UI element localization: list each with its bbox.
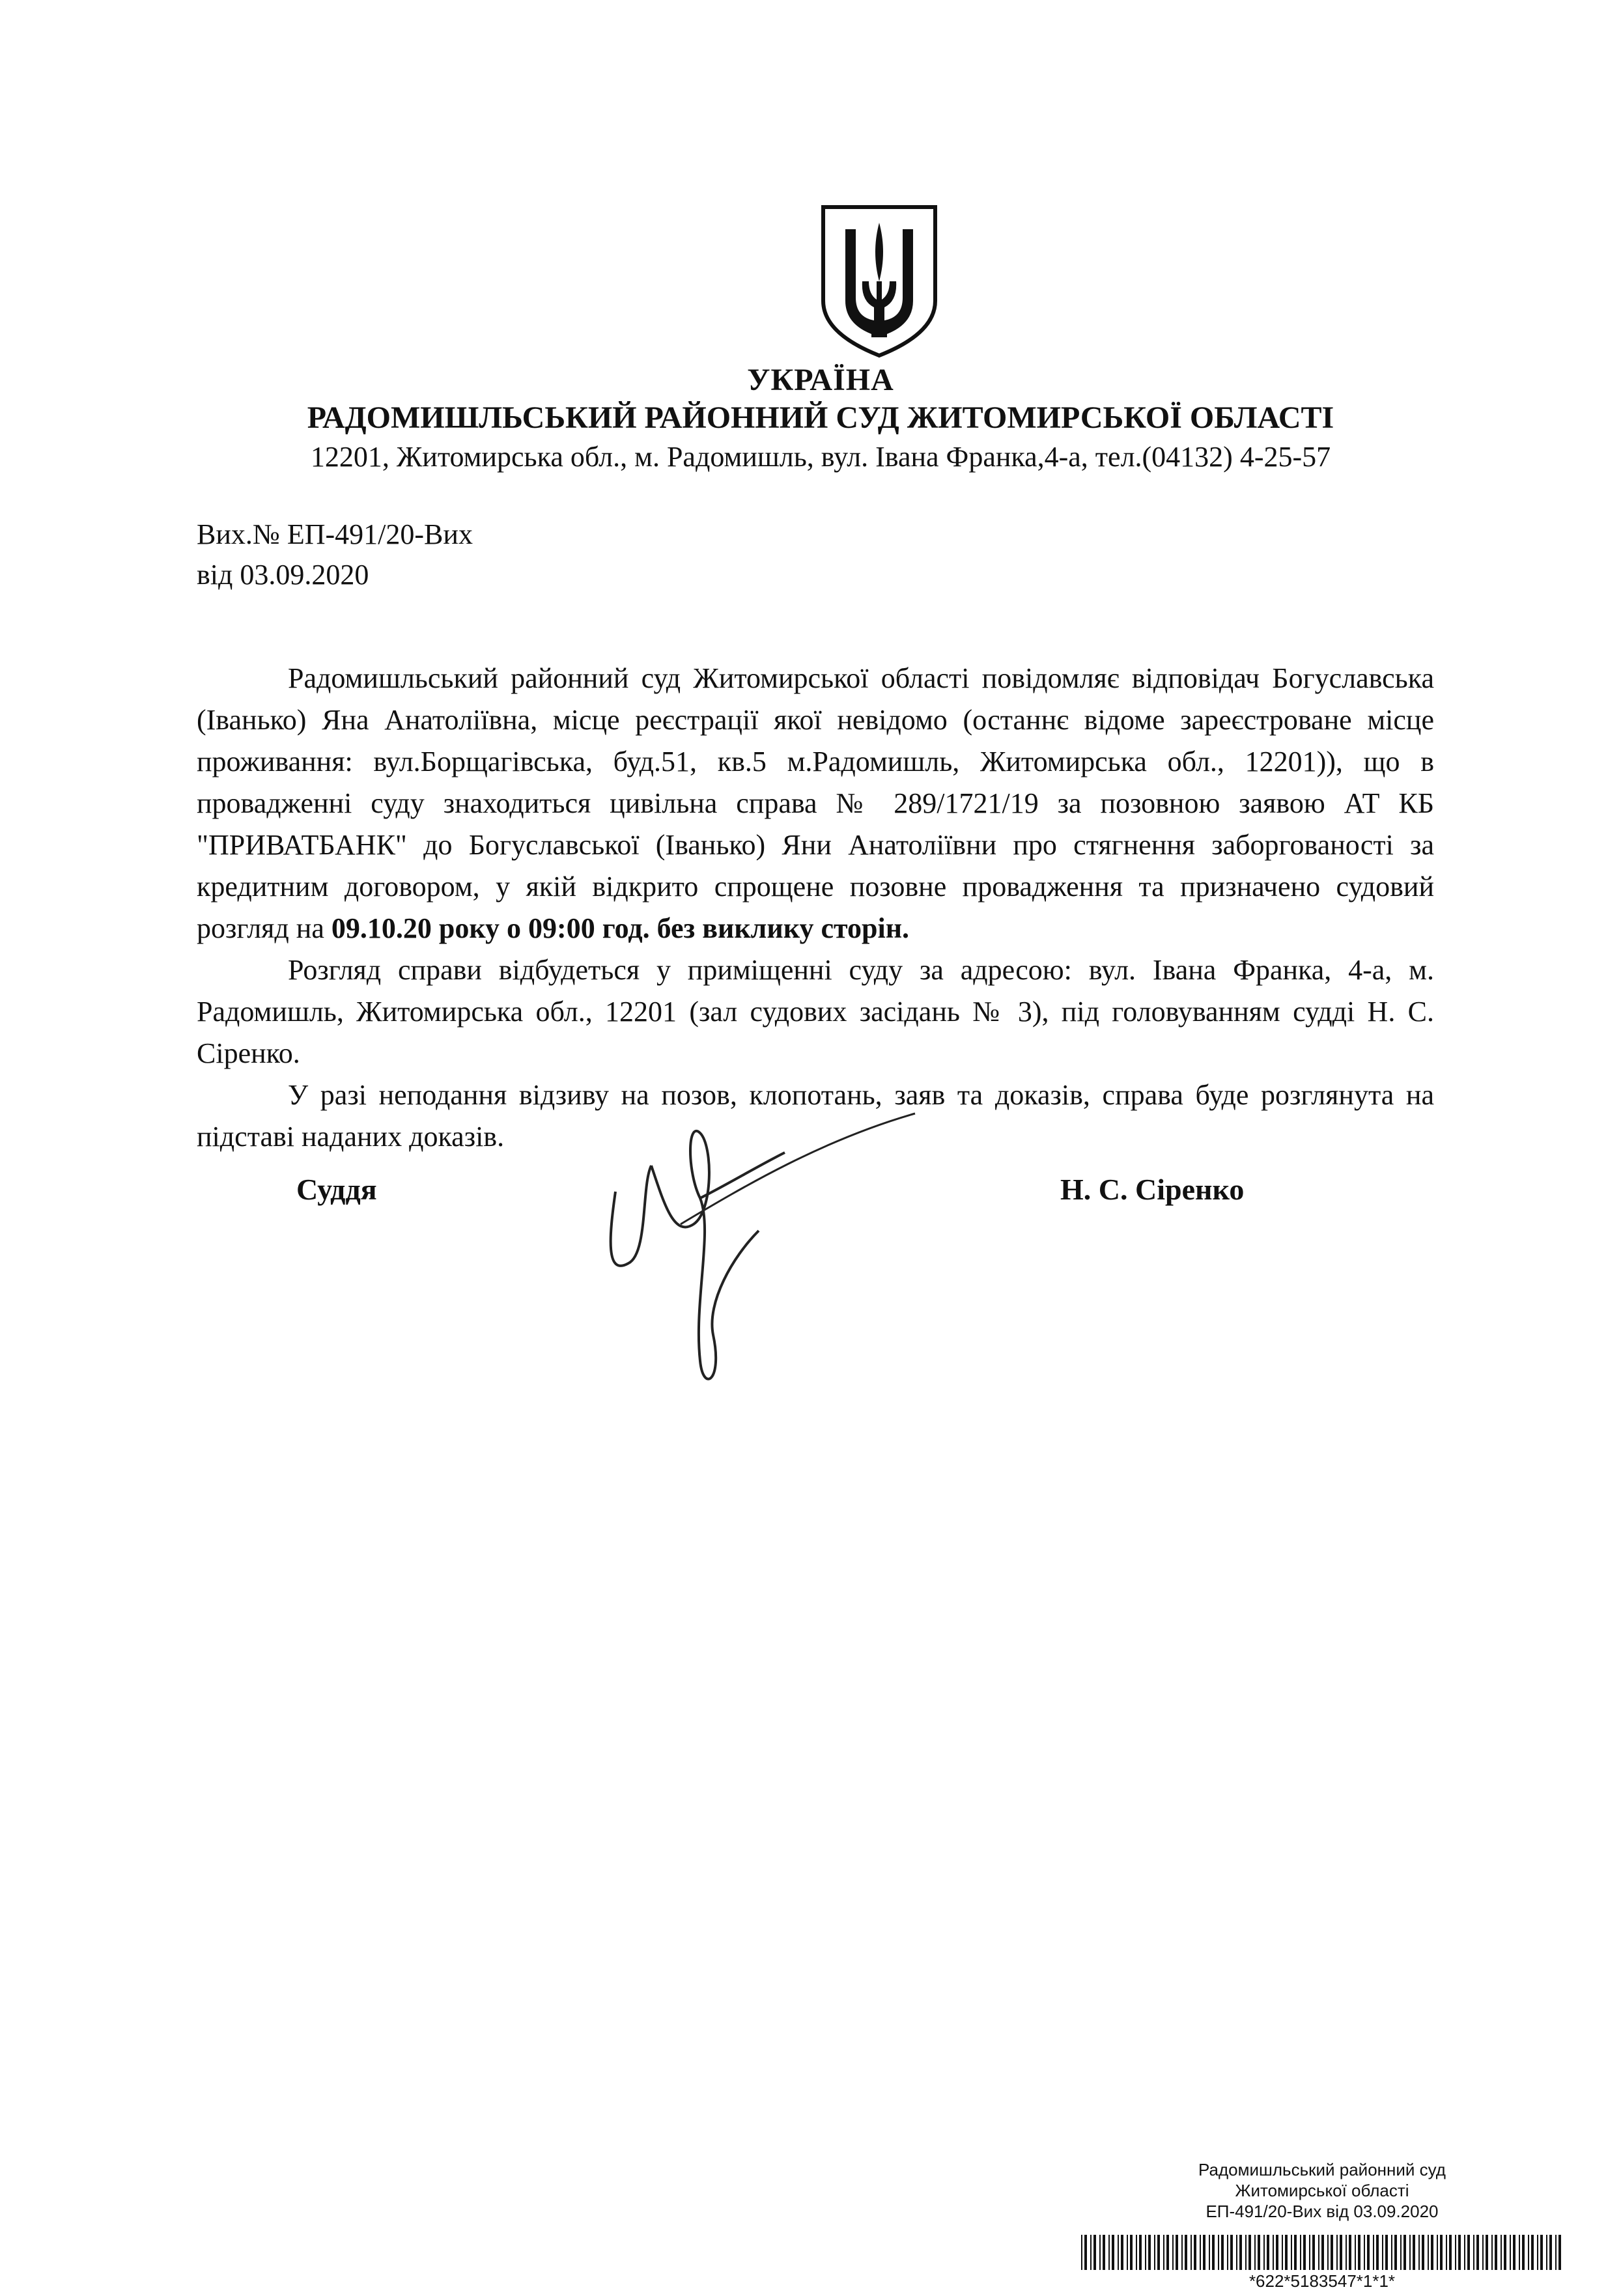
barcode-bar (1340, 2235, 1342, 2270)
barcode-bar (1528, 2235, 1529, 2270)
barcode (1081, 2235, 1563, 2270)
barcode-bar (1218, 2235, 1219, 2270)
paragraph-consequence: У разі неподання відзиву на позов, клопотань, заяв та доказів, справа буде розглянута на підставі наданих доказів. (197, 1079, 1434, 1153)
barcode-bar (1486, 2235, 1488, 2270)
barcode-bar (1203, 2235, 1205, 2270)
barcode-bar (1294, 2235, 1297, 2270)
barcode-bar (1118, 2235, 1119, 2270)
barcode-bar (1355, 2235, 1356, 2270)
barcode-bar (1400, 2235, 1402, 2270)
barcode-bar (1409, 2235, 1411, 2270)
barcode-bar (1431, 2235, 1433, 2270)
barcode-bar (1285, 2235, 1288, 2270)
barcode-bar (1531, 2235, 1534, 2270)
barcode-bar (1519, 2235, 1520, 2270)
barcode-bar (1084, 2235, 1087, 2270)
barcode-bar (1440, 2235, 1443, 2270)
barcode-bar (1446, 2235, 1447, 2270)
barcode-bar (1495, 2235, 1497, 2270)
barcode-bar (1382, 2235, 1383, 2270)
stamp-region: Житомирської області (1235, 2181, 1409, 2200)
barcode-bar (1130, 2235, 1133, 2270)
barcode-bar (1464, 2235, 1465, 2270)
country-title: УКРАЇНА (747, 363, 894, 397)
barcode-bar (1546, 2235, 1547, 2270)
barcode-bar (1510, 2235, 1511, 2270)
barcode-bar (1522, 2235, 1525, 2270)
outgoing-reference (197, 514, 473, 595)
barcode-bar (1200, 2235, 1201, 2270)
barcode-bar (1176, 2235, 1178, 2270)
barcode-bar (1209, 2235, 1210, 2270)
barcode-bar (1428, 2235, 1429, 2270)
barcode-bar (1373, 2235, 1374, 2270)
paragraph-notice (197, 658, 1434, 949)
barcode-bar (1473, 2235, 1474, 2270)
barcode-bar (1212, 2235, 1215, 2270)
barcode-bar (1358, 2235, 1360, 2270)
barcode-bar (1318, 2235, 1319, 2270)
barcode-bar (1108, 2235, 1110, 2270)
barcode-bar (1099, 2235, 1101, 2270)
barcode-bar (1121, 2235, 1123, 2270)
barcode-bar (1090, 2235, 1092, 2270)
barcode-bar (1413, 2235, 1415, 2270)
barcode-bar (1458, 2235, 1461, 2270)
barcode-bar (1367, 2235, 1370, 2270)
letter-body (197, 658, 1434, 1158)
paragraph-venue: Розгляд справи відбудеться у приміщенні суду за адресою: вул. Івана Франка, 4-а, м. Радомишль, Житомирська обл., 12201 (зал судових засідань № 3), під головуванням судді Н. С. Сіренко. (197, 954, 1434, 1069)
barcode-bar (1191, 2235, 1192, 2270)
barcode-bar (1491, 2235, 1493, 2270)
barcode-bar (1300, 2235, 1301, 2270)
barcode-bar (1303, 2235, 1306, 2270)
barcode-bar (1437, 2235, 1438, 2270)
judge-name: Н. С. Сіренко (1060, 1173, 1245, 1206)
barcode-bar (1385, 2235, 1388, 2270)
barcode-bar (1312, 2235, 1315, 2270)
court-address: 12201, Житомирська обл., м. Радомишль, вул. Івана Франка,4-а, тел.(04132) 4-25-57 (310, 441, 1331, 473)
barcode-bar (1145, 2235, 1146, 2270)
stamp-court-name: Радомишльський районний суд (1198, 2160, 1446, 2179)
barcode-bar (1282, 2235, 1283, 2270)
barcode-bar (1166, 2235, 1169, 2270)
barcode-bar (1331, 2235, 1333, 2270)
barcode-bar (1336, 2235, 1338, 2270)
barcode-bar (1418, 2235, 1420, 2270)
barcode-bar (1103, 2235, 1105, 2270)
barcode-bar (1422, 2235, 1424, 2270)
stamp-reference: ЕП-491/20-Вих від 03.09.2020 (1205, 2202, 1439, 2221)
barcode-bar (1467, 2235, 1470, 2270)
barcode-bar (1093, 2235, 1096, 2270)
barcode-bar (1221, 2235, 1224, 2270)
barcode-bar (1513, 2235, 1515, 2270)
barcode-bar (1172, 2235, 1174, 2270)
barcode-bar (1245, 2235, 1247, 2270)
barcode-bar (1540, 2235, 1543, 2270)
barcode-bar (1136, 2235, 1137, 2270)
barcode-bar (1181, 2235, 1183, 2270)
barcode-bar (1403, 2235, 1406, 2270)
coat-of-arms-emblem (819, 203, 939, 359)
barcode-bar (1157, 2235, 1160, 2270)
barcode-bar (1258, 2235, 1260, 2270)
barcode-bar (1248, 2235, 1251, 2270)
barcode-bar (1309, 2235, 1310, 2270)
barcode-bar (1194, 2235, 1196, 2270)
barcode-bar (1555, 2235, 1557, 2270)
barcode-bar (1267, 2235, 1269, 2270)
barcode-bar (1482, 2235, 1484, 2270)
barcode-bar (1364, 2235, 1365, 2270)
barcode-bar (1504, 2235, 1506, 2270)
barcode-bar (1148, 2235, 1151, 2270)
barcode-bar (1139, 2235, 1142, 2270)
barcode-bar (1236, 2235, 1237, 2270)
barcode-bar (1112, 2235, 1114, 2270)
barcode-bar (1394, 2235, 1397, 2270)
barcode-bar (1558, 2235, 1561, 2270)
barcode-bar (1127, 2235, 1128, 2270)
barcode-bar (1501, 2235, 1502, 2270)
barcode-bar (1273, 2235, 1274, 2270)
barcode-bar (1154, 2235, 1155, 2270)
handwritten-signature (602, 1107, 928, 1407)
barcode-bar (1185, 2235, 1187, 2270)
barcode-bar (1476, 2235, 1479, 2270)
hearing-datetime: 09.10.20 року о 09:00 год. без виклику сторін. (331, 912, 910, 944)
barcode-bar (1391, 2235, 1392, 2270)
notice-text: Радомишльський районний суд Житомирської області повідомляє відповідач Богуславська (Іванько) Яна Анатоліївна, місце реєстрації якої невідомо (останнє відоме зареєстроване місце проживання: вул.Борщагівська, буд.51, кв.5 м.Радомишль, Житомирська обл., 12201)), що в провадженні суду знаходиться цивільна справа № 289/1721/19 за позовною заявою АТ КБ "ПРИВАТБАНК" до Богуславської (Іванько) Яни Анатоліївни про стягнення заборгованості за кредитним договором, у якій відкрито спрощене позовне провадження та призначено судовий розгляд на (197, 662, 1434, 944)
judge-title: Суддя (296, 1173, 377, 1206)
barcode-bar (1239, 2235, 1242, 2270)
barcode-bar (1163, 2235, 1164, 2270)
barcode-bar (1537, 2235, 1538, 2270)
barcode-bar (1230, 2235, 1233, 2270)
barcode-bar (1276, 2235, 1278, 2270)
barcode-bar (1349, 2235, 1351, 2270)
outgoing-number: Вих.№ ЕП-491/20-Вих (197, 518, 473, 550)
barcode-bar (1549, 2235, 1552, 2270)
barcode-bar (1254, 2235, 1256, 2270)
barcode-bar (1291, 2235, 1292, 2270)
barcode-bar (1227, 2235, 1228, 2270)
barcode-bar (1263, 2235, 1265, 2270)
court-name: РАДОМИШЛЬСЬКИЙ РАЙОННИЙ СУД ЖИТОМИРСЬКОЇ ОБЛАСТІ (307, 400, 1334, 435)
barcode-bar (1376, 2235, 1379, 2270)
barcode-bar (1346, 2235, 1347, 2270)
registration-stamp (1075, 2159, 1570, 2222)
barcode-bar (1449, 2235, 1452, 2270)
barcode-bar (1081, 2235, 1082, 2270)
outgoing-date: від 03.09.2020 (197, 559, 369, 591)
barcode-number: *622*5183547*1*1* (1248, 2271, 1396, 2291)
barcode-bar (1321, 2235, 1324, 2270)
barcode-bar (1455, 2235, 1456, 2270)
barcode-bar (1327, 2235, 1329, 2270)
